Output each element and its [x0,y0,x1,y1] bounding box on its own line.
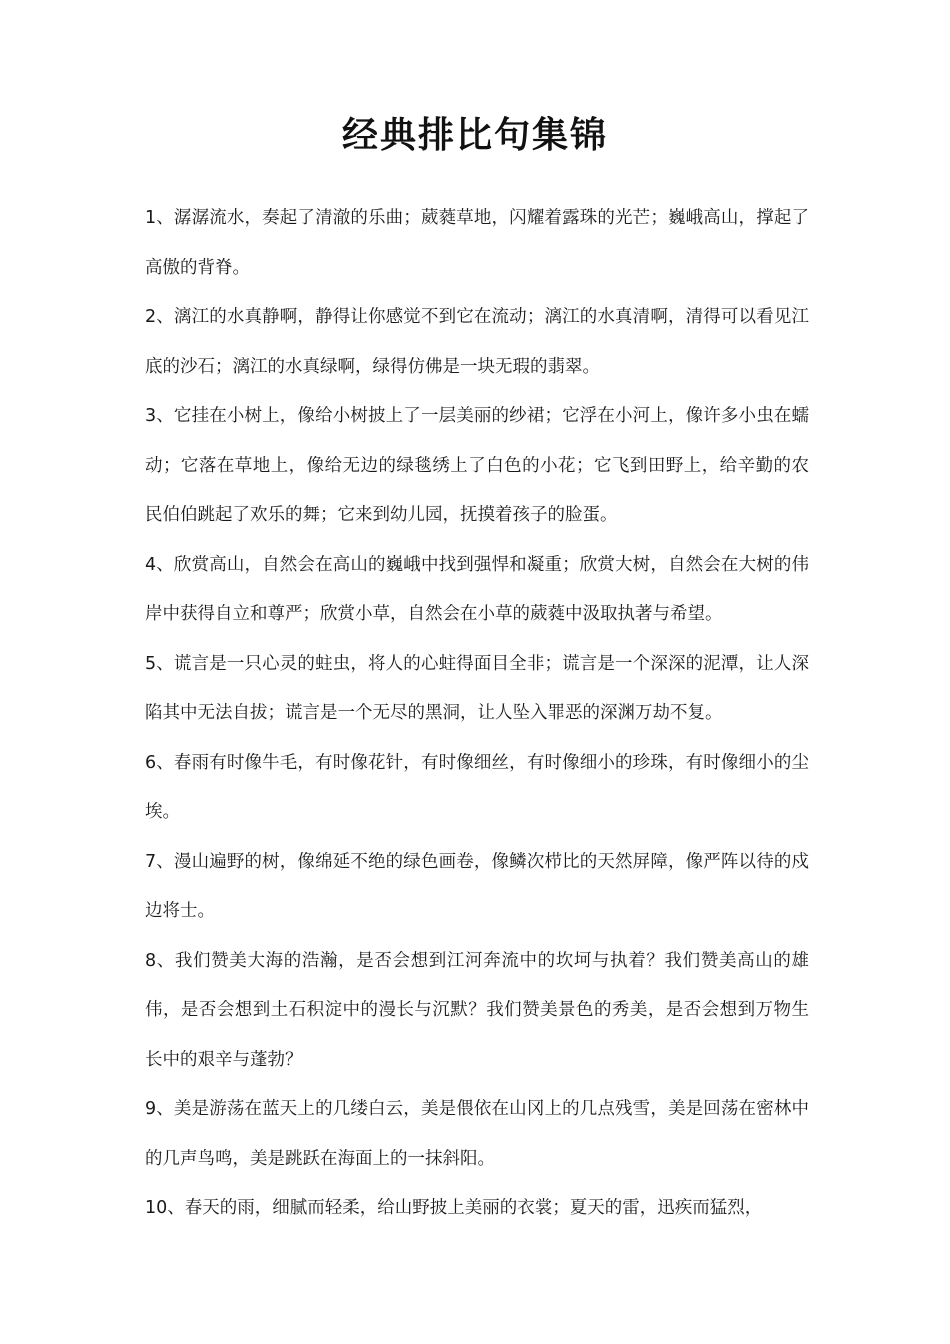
list-item: 5、谎言是一只心灵的蛀虫，将人的心蛀得面目全非；谎言是一个深深的泥潭，让人深陷其中无法自拔；谎言是一个无尽的黑洞，让人坠入罪恶的深渊万劫不复。 [145,653,809,723]
list-item: 2、漓江的水真静啊，静得让你感觉不到它在流动；漓江的水真清啊，清得可以看见江底的沙石；漓江的水真绿啊，绿得仿佛是一块无瑕的翡翠。 [145,307,809,377]
list-item: 1、潺潺流水，奏起了清澈的乐曲；葳蕤草地，闪耀着露珠的光芒；巍峨高山，撑起了高傲的背脊。 [145,208,809,278]
list-item: 9、美是游荡在蓝天上的几缕白云，美是偎依在山冈上的几点残雪，美是回荡在密林中的几声鸟鸣，美是跳跃在海面上的一抹斜阳。 [145,1099,809,1169]
page-title: 经典排比句集锦 [341,115,608,156]
list-item: 6、春雨有时像牛毛，有时像花针，有时像细丝，有时像细小的珍珠，有时像细小的尘埃。 [145,752,809,822]
list-item: 8、我们赞美大海的浩瀚，是否会想到江河奔流中的坎坷与执着？我们赞美高山的雄伟，是否会想到土石积淀中的漫长与沉默？我们赞美景色的秀美，是否会想到万物生长中的艰辛与蓬勃？ [145,950,809,1070]
list-item: 3、它挂在小树上，像给小树披上了一层美丽的纱裙；它浮在小河上，像许多小虫在蠕动；它落在草地上，像给无边的绿毯绣上了白色的小花；它飞到田野上，给辛勤的农民伯伯跳起了欢乐的舞；它来到幼儿园，抚摸着孩子的脸蛋。 [145,406,809,525]
list-item: 4、欣赏高山，自然会在高山的巍峨中找到强悍和凝重；欣赏大树，自然会在大树的伟岸中获得自立和尊严；欣赏小草，自然会在小草的葳蕤中汲取执著与希望。 [145,554,809,624]
list-item: 7、漫山遍野的树，像绵延不绝的绿色画卷，像鳞次栉比的天然屏障，像严阵以待的戍边将士。 [145,851,809,921]
content-body [145,194,809,1234]
list-item: 10、春天的雨，细腻而轻柔，给山野披上美丽的衣裳；夏天的雷，迅疾而猛烈， [145,1198,763,1218]
